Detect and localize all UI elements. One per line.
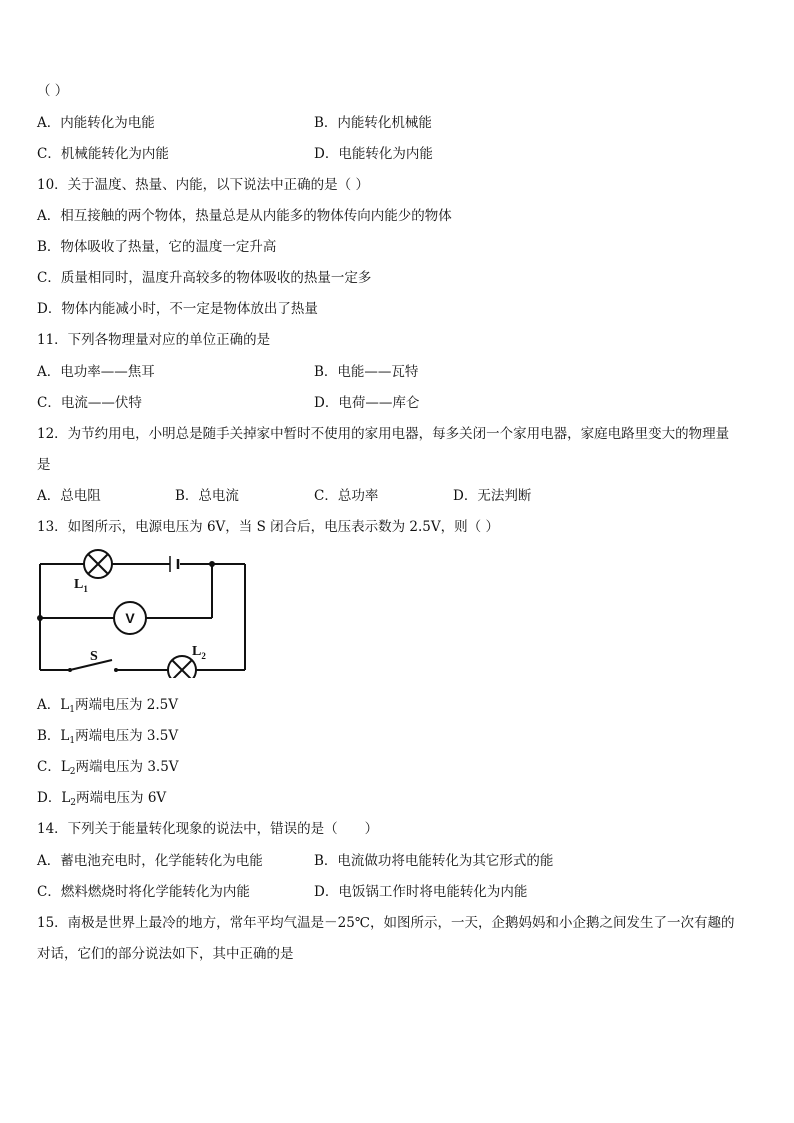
q10-option-a: A．相互接触的两个物体，热量总是从内能多的物体传向内能少的物体: [37, 208, 452, 224]
q11-stem: 11．下列各物理量对应的单位正确的是: [37, 332, 271, 348]
switch-contact: [114, 668, 118, 672]
voltmeter-icon: [114, 602, 146, 634]
q10-option-b: B．物体吸收了热量，它的温度一定升高: [37, 239, 277, 255]
q15-stem-cont: 对话，它们的部分说法如下，其中正确的是: [37, 946, 294, 962]
q12-option-b: B．总电流: [175, 488, 239, 504]
q13-option-a: A．$L_1$两端电压为 2.5V: [37, 697, 178, 715]
bulb-l1-icon: [84, 550, 112, 578]
q12-option-c: C．总功率: [314, 488, 379, 504]
q11-option-b: B．电能——瓦特: [314, 364, 419, 380]
switch-label: S: [90, 649, 98, 664]
q11-option-d: D．电荷——库仑: [314, 395, 420, 411]
l2-label: $L_2$: [192, 644, 206, 661]
q12-stem-cont: 是: [37, 457, 51, 473]
junction-left: [37, 615, 43, 621]
q10-option-c: C．质量相同时，温度升高较多的物体吸收的热量一定多: [37, 270, 372, 286]
q14-option-b: B．电流做功将电能转化为其它形式的能: [314, 853, 554, 869]
q10-stem: 10．关于温度、热量、内能，以下说法中正确的是（ ）: [37, 177, 369, 193]
q9-option-d: D．电能转化为内能: [314, 146, 433, 162]
q11-option-a: A．电功率——焦耳: [37, 364, 155, 380]
q9-option-c: C．机械能转化为内能: [37, 146, 169, 162]
q14-option-a: A．蓄电池充电时，化学能转化为电能: [37, 853, 263, 869]
q12-stem: 12．为节约用电，小明总是随手关掉家中暂时不使用的家用电器，每多关闭一个家用电器，家庭电路里变大的物理量: [37, 426, 730, 442]
q10-option-d: D．物体内能减小时，不一定是物体放出了热量: [37, 301, 318, 317]
q12-option-d: D．无法判断: [453, 488, 532, 504]
q12-option-a: A．总电阻: [37, 488, 101, 504]
q14-stem: 14．下列关于能量转化现象的说法中，错误的是（ ）: [37, 821, 379, 837]
q9-bracket: （ ）: [37, 83, 69, 99]
junction-top: [209, 561, 215, 567]
q14-option-d: D．电饭锅工作时将电能转化为内能: [314, 884, 528, 900]
q13-option-d: D．$L_2$两端电压为 6V: [37, 790, 167, 808]
circuit-diagram: [30, 548, 256, 678]
q14-option-c: C．燃料燃烧时将化学能转化为内能: [37, 884, 250, 900]
q15-stem: 15．南极是世界上最冷的地方，常年平均气温是－25℃，如图所示，一天，企鹅妈妈和小企鹅之间发生了一次有趣的: [37, 915, 735, 931]
q13-option-b: B．$L_1$两端电压为 3.5V: [37, 728, 179, 746]
l1-label: $L_1$: [74, 577, 88, 594]
voltmeter-label: V: [125, 610, 135, 626]
q9-option-a: A．内能转化为电能: [37, 115, 155, 131]
switch-pivot: [68, 668, 72, 672]
q13-option-c: C．$L_2$两端电压为 3.5V: [37, 759, 179, 777]
q11-option-c: C．电流——伏特: [37, 395, 142, 411]
q9-option-b: B．内能转化机械能: [314, 115, 432, 131]
q13-stem: 13．如图所示，电源电压为 6V，当 S 闭合后，电压表示数为 2.5V，则（ ）: [37, 519, 499, 535]
bulb-l2-icon: [168, 656, 196, 678]
